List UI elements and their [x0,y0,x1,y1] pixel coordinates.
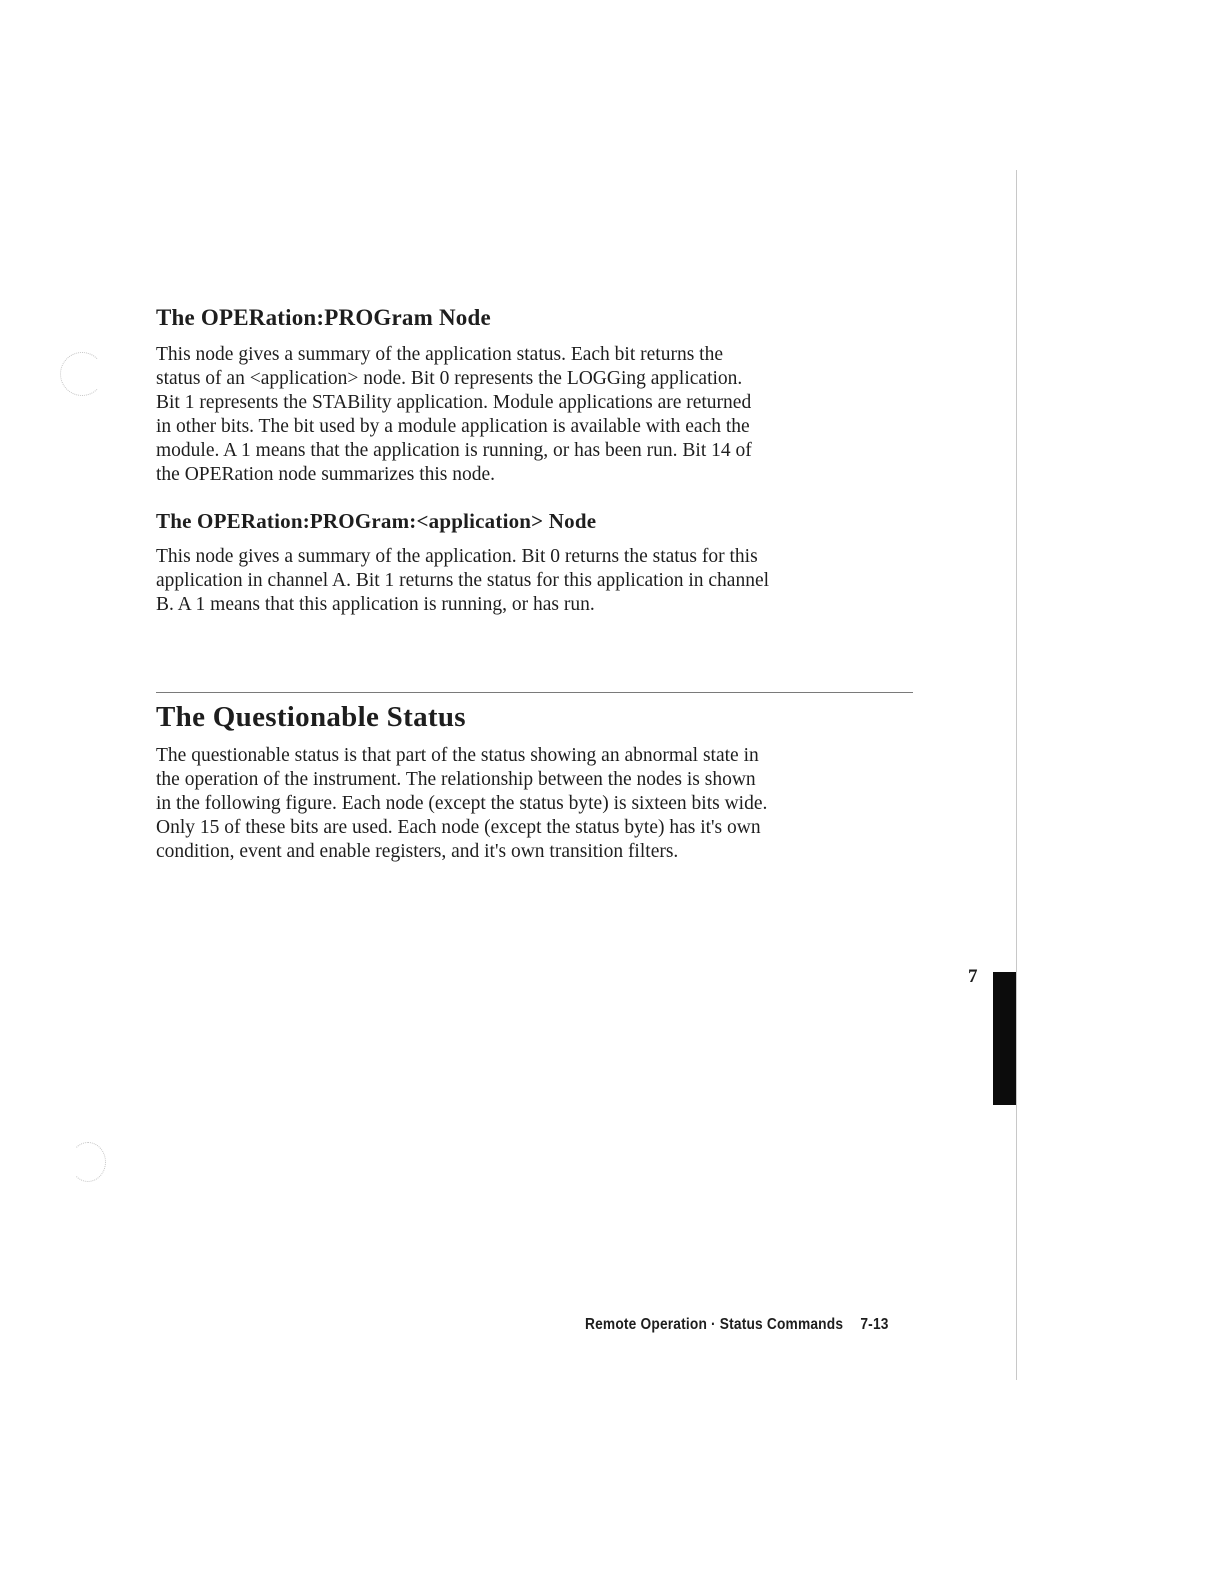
text-line: the operation of the instrument. The relationship between the nodes is shown [156,769,756,790]
footer-title: Remote Operation · Status Commands [585,1316,844,1333]
chapter-number: 7 [968,966,978,987]
text-line: This node gives a summary of the application. Bit 0 returns the status for this [156,546,758,567]
text-line: B. A 1 means that this application is running, or has run. [156,594,595,615]
text-line: Only 15 of these bits are used. Each node (except the status byte) has it's own [156,817,761,838]
binder-hole-mark-bottom [70,1142,106,1182]
heading-operation-program-node: The OPERation:PROGram Node [156,305,491,330]
text-line: The questionable status is that part of the status showing an abnormal state in [156,745,759,766]
section-divider [156,692,913,693]
paragraph-operation-program-node [156,343,916,487]
heading-operation-program-application-node: The OPERation:PROGram:<application> Node [156,509,597,533]
page-margin-rule [1016,170,1017,1380]
text-line: This node gives a summary of the application status. Each bit returns the [156,344,723,365]
text-line: in other bits. The bit used by a module application is available with each the [156,416,750,437]
binder-hole-mark-top [60,352,104,396]
text-line: status of an <application> node. Bit 0 represents the LOGGing application. [156,368,743,389]
heading-questionable-status: The Questionable Status [156,701,466,733]
text-line: application in channel A. Bit 1 returns the status for this application in channel [156,570,770,591]
paragraph-questionable-status [156,744,916,864]
page-number: 7-13 [860,1316,889,1333]
text-line: module. A 1 means that the application is running, or has been run. Bit 14 of [156,440,752,461]
text-line: condition, event and enable registers, and it's own transition filters. [156,841,679,862]
page-footer [585,1314,889,1336]
paragraph-operation-program-application-node [156,545,916,617]
text-line: Bit 1 represents the STABility application. Module applications are returned [156,392,752,413]
text-line: in the following figure. Each node (except the status byte) is sixteen bits wide. [156,793,768,814]
text-line: the OPERation node summarizes this node. [156,464,496,485]
chapter-thumb-tab [993,972,1016,1105]
